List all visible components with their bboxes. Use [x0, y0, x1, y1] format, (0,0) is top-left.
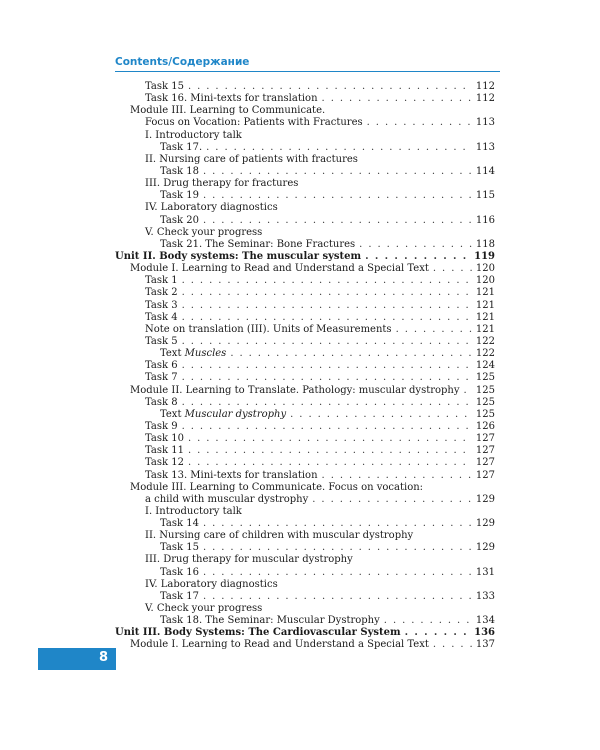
- toc-entry: [115, 591, 495, 603]
- toc-entry: [115, 130, 495, 142]
- toc-entry-page: [477, 506, 495, 518]
- toc-entry-title: III. Drug therapy for fractures: [145, 178, 299, 190]
- page-number: 8: [98, 650, 108, 665]
- toc-entry-title: Unit II. Body systems: The muscular system: [115, 250, 362, 262]
- toc-entry-title: Task 5: [145, 335, 178, 347]
- toc-entry-title: I. Introductory talk: [145, 129, 242, 141]
- toc-entry: [115, 579, 495, 591]
- toc-entry-page: [477, 603, 495, 615]
- toc-entry-title: Task 1: [145, 275, 178, 287]
- toc-entry: [115, 215, 495, 227]
- toc-entry-page: 125: [475, 384, 495, 396]
- toc-leader-dots: [282, 202, 473, 214]
- toc-leader-dots: [282, 579, 473, 591]
- toc-entry-title: Task 9: [145, 420, 178, 432]
- toc-entry-page: 119: [474, 250, 495, 262]
- toc-leader-dots: [359, 239, 472, 251]
- toc-entry-title: Task 10: [145, 433, 184, 445]
- toc-leader-dots: [182, 372, 472, 384]
- toc-entry: [115, 360, 495, 372]
- toc-leader-dots: [203, 190, 472, 202]
- toc-entry-title: IV. Laboratory diagnostics: [145, 578, 278, 590]
- toc-entry: [115, 445, 495, 457]
- toc-entry-title: Note on translation (III). Units of Measurements: [145, 323, 392, 335]
- toc-entry-title: Task 21. The Seminar: Bone Fractures: [160, 238, 356, 250]
- toc-leader-dots: [464, 385, 472, 397]
- toc-entry: [115, 615, 495, 627]
- toc-entry: [115, 518, 495, 530]
- toc-leader-dots: [266, 603, 473, 615]
- toc-leader-dots: [384, 615, 472, 627]
- toc-entry: [115, 385, 495, 397]
- toc-entry-title: Task 14: [160, 518, 199, 530]
- toc-entry: [115, 300, 495, 312]
- header-rule: [115, 71, 500, 72]
- toc-entry: [115, 470, 495, 482]
- toc-entry-title: Module II. Learning to Translate. Pathology: muscular dystrophy: [130, 384, 460, 396]
- toc-entry-page: 121: [475, 299, 495, 311]
- toc-entry-title: Text Muscles: [160, 348, 227, 360]
- toc-entry-page: 120: [475, 275, 495, 287]
- toc-entry-page: 127: [475, 445, 495, 457]
- toc-entry: [115, 603, 495, 615]
- toc-entry-page: 127: [475, 433, 495, 445]
- toc-entry-page: 122: [475, 348, 495, 360]
- toc-entry-title: Task 18. The Seminar: Muscular Dystrophy: [160, 615, 380, 627]
- toc-entry: [115, 287, 495, 299]
- toc-entry: [115, 421, 495, 433]
- toc-entry: [115, 348, 495, 360]
- toc-leader-dots: [188, 457, 472, 469]
- toc-entry-page: 129: [475, 542, 495, 554]
- toc-entry-title: V. Check your progress: [145, 603, 263, 615]
- toc-entry-page: 127: [475, 457, 495, 469]
- toc-entry-title: Task 16. Mini-texts for translation: [145, 93, 318, 105]
- toc-leader-dots: [182, 397, 472, 409]
- toc-entry: [115, 251, 495, 263]
- toc-entry-page: 114: [475, 165, 495, 177]
- toc-entry-page: 121: [475, 323, 495, 335]
- toc-entry: [115, 506, 495, 518]
- toc-entry-title: I. Introductory talk: [145, 505, 242, 517]
- toc-entry-title: Module I. Learning to Read and Understand a Special Text: [130, 263, 429, 275]
- toc-entry-title: Task 8: [145, 396, 178, 408]
- toc-leader-dots: [302, 178, 473, 190]
- toc-entry-title: Task 17.: [160, 141, 203, 153]
- toc-entry: [115, 482, 495, 494]
- toc-entry-page: 127: [475, 469, 495, 481]
- toc-entry: [115, 263, 495, 275]
- toc-leader-dots: [206, 142, 472, 154]
- toc-entry: [115, 166, 495, 178]
- toc-entry: [115, 567, 495, 579]
- toc-entry-page: 137: [475, 639, 495, 651]
- toc-leader-dots: [322, 470, 472, 482]
- toc-entry: [115, 324, 495, 336]
- toc-entry: [115, 142, 495, 154]
- toc-leader-dots: [329, 105, 473, 117]
- toc-leader-dots: [427, 482, 473, 494]
- toc-entry-title: Module I. Learning to Read and Understand a Special Text: [130, 639, 429, 651]
- toc-entry: [115, 639, 495, 651]
- toc-leader-dots: [396, 324, 472, 336]
- toc-leader-dots: [312, 494, 472, 506]
- toc-leader-dots: [203, 567, 472, 579]
- toc-entry-title: Task 15: [145, 81, 184, 92]
- toc-entry-page: [477, 227, 495, 239]
- toc-entry: [115, 178, 495, 190]
- toc-entry-page: 125: [475, 396, 495, 408]
- toc-entry-title: V. Check your progress: [145, 226, 263, 238]
- page-number-box: [38, 648, 116, 670]
- toc-entry-title: Text Muscular dystrophy: [160, 408, 287, 420]
- toc-leader-dots: [367, 117, 472, 129]
- toc-entry-page: 129: [475, 493, 495, 505]
- toc-entry-page: 124: [475, 360, 495, 372]
- toc-entry: [115, 239, 495, 251]
- toc-entry: [115, 154, 495, 166]
- toc-leader-dots: [246, 130, 473, 142]
- toc-entry-title: Module III. Learning to Communicate.: [130, 105, 326, 117]
- toc-entry-title: IV. Laboratory diagnostics: [145, 202, 278, 214]
- toc-entry-title: Task 19: [160, 190, 199, 202]
- toc-entry-page: 121: [475, 311, 495, 323]
- toc-entry: [115, 409, 495, 421]
- toc-leader-dots: [188, 81, 472, 93]
- toc-entry-page: 122: [475, 335, 495, 347]
- toc-entry-page: [477, 554, 495, 566]
- toc-entry: [115, 336, 495, 348]
- toc-entry-page: 115: [475, 190, 495, 202]
- toc-leader-dots: [182, 336, 472, 348]
- toc-entry-page: 116: [475, 214, 495, 226]
- toc-entry: [115, 542, 495, 554]
- toc-leader-dots: [182, 312, 472, 324]
- toc-entry: [115, 275, 495, 287]
- toc-entry: [115, 227, 495, 239]
- toc-leader-dots: [433, 263, 472, 275]
- toc-entry: [115, 397, 495, 409]
- toc-leader-dots: [433, 639, 472, 651]
- toc-entry: [115, 627, 495, 639]
- toc-entry: [115, 117, 495, 129]
- toc-entry-page: [477, 105, 495, 117]
- toc-entry: [115, 433, 495, 445]
- toc-entry-page: 112: [475, 93, 495, 105]
- toc-entry-title: Task 4: [145, 311, 178, 323]
- toc-entry-page: 136: [474, 627, 495, 639]
- toc-leader-dots: [182, 300, 472, 312]
- toc-entry-page: 133: [475, 590, 495, 602]
- toc-entry-title: III. Drug therapy for muscular dystrophy: [145, 554, 353, 566]
- toc-entry: [115, 457, 495, 469]
- toc-leader-dots: [357, 554, 473, 566]
- toc-entry-title: Task 18: [160, 165, 199, 177]
- toc-entry-page: 125: [475, 372, 495, 384]
- toc-entry-title: Task 6: [145, 360, 178, 372]
- toc-leader-dots: [182, 360, 472, 372]
- toc-entry: [115, 372, 495, 384]
- toc-entry-page: [477, 202, 495, 214]
- toc-entry-title: Module III. Learning to Communicate. Focus on vocation:: [130, 481, 424, 493]
- toc-entry-title: Task 15: [160, 542, 199, 554]
- toc-entry-title: II. Nursing care of patients with fractures: [145, 153, 358, 165]
- toc-leader-dots: [203, 591, 472, 603]
- toc-entry-page: 118: [475, 238, 495, 250]
- toc-entry-title: Task 2: [145, 287, 178, 299]
- toc-entry: [115, 105, 495, 117]
- toc-entry-title: Focus on Vocation: Patients with Fractures: [145, 117, 363, 129]
- toc-entry-title: II. Nursing care of children with muscular dystrophy: [145, 530, 414, 542]
- toc-entry-title: a child with muscular dystrophy: [145, 493, 309, 505]
- toc-entry-page: [477, 178, 495, 190]
- toc-entry: [115, 190, 495, 202]
- toc-leader-dots: [230, 348, 472, 360]
- toc-entry-title: Task 12: [145, 457, 184, 469]
- toc-leader-dots: [365, 251, 470, 263]
- toc-leader-dots: [188, 433, 472, 445]
- toc-leader-dots: [203, 518, 472, 530]
- toc-entry-page: [477, 482, 495, 494]
- toc-entry-title: Task 7: [145, 372, 178, 384]
- toc-entry-title: Task 11: [145, 445, 184, 457]
- table-of-contents: [115, 81, 495, 652]
- toc-entry-page: 129: [475, 518, 495, 530]
- toc-entry-page: 113: [475, 141, 495, 153]
- toc-entry-title: Task 13. Mini-texts for translation: [145, 469, 318, 481]
- toc-leader-dots: [188, 445, 472, 457]
- toc-entry: [115, 93, 495, 105]
- toc-entry-page: [477, 530, 495, 542]
- toc-entry-title: Task 20: [160, 214, 199, 226]
- toc-entry: [115, 81, 495, 93]
- toc-entry: [115, 530, 495, 542]
- toc-leader-dots: [182, 275, 472, 287]
- toc-leader-dots: [203, 215, 472, 227]
- toc-entry-page: 121: [475, 287, 495, 299]
- toc-entry-title: Task 17: [160, 590, 199, 602]
- toc-entry-page: 125: [475, 408, 495, 420]
- toc-leader-dots: [266, 227, 473, 239]
- toc-leader-dots: [203, 166, 472, 178]
- toc-leader-dots: [405, 627, 471, 639]
- toc-entry: [115, 494, 495, 506]
- toc-entry: [115, 554, 495, 566]
- toc-entry-page: [477, 579, 495, 591]
- toc-leader-dots: [322, 93, 472, 105]
- toc-entry-page: 126: [475, 420, 495, 432]
- toc-leader-dots: [290, 409, 472, 421]
- toc-entry-page: 131: [475, 566, 495, 578]
- toc-entry-title: Unit III. Body Systems: The Cardiovascular System: [115, 627, 401, 639]
- toc-leader-dots: [246, 506, 473, 518]
- toc-entry: [115, 312, 495, 324]
- toc-entry-page: [477, 154, 495, 166]
- toc-leader-dots: [203, 542, 472, 554]
- toc-entry-title: Task 16: [160, 566, 199, 578]
- toc-entry-page: 112: [475, 81, 495, 92]
- toc-leader-dots: [182, 287, 472, 299]
- page-header-title: Contents/Содержание: [115, 56, 250, 68]
- toc-entry-page: 120: [475, 263, 495, 275]
- toc-leader-dots: [362, 154, 473, 166]
- toc-entry-page: 113: [475, 117, 495, 129]
- toc-entry: [115, 202, 495, 214]
- toc-entry-page: [477, 130, 495, 142]
- toc-entry-page: 134: [475, 615, 495, 627]
- toc-leader-dots: [417, 530, 473, 542]
- toc-entry-title: Task 3: [145, 299, 178, 311]
- toc-leader-dots: [182, 421, 472, 433]
